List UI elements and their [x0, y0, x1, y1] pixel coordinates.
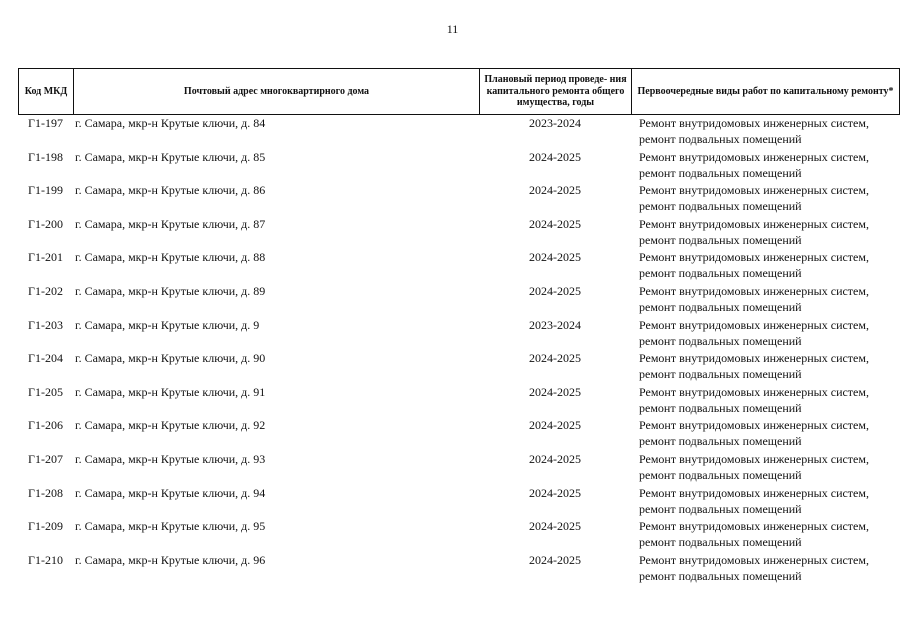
cell-address: г. Самара, мкр-н Крутые ключи, д. 85	[75, 149, 266, 164]
cell-code: Г1-208	[28, 485, 63, 500]
table-body	[18, 115, 900, 585]
cell-code: Г1-205	[28, 384, 63, 399]
table-header	[18, 68, 900, 115]
works-line-2: ремонт подвальных помещений	[639, 333, 802, 348]
works-line-1: Ремонт внутридомовых инженерных систем,	[639, 283, 869, 298]
cell-address: г. Самара, мкр-н Крутые ключи, д. 96	[75, 552, 266, 567]
cell-period: 2024-2025	[529, 485, 581, 500]
table-row	[18, 451, 900, 485]
works-line-1: Ремонт внутридомовых инженерных систем,	[639, 250, 869, 265]
table-row	[18, 283, 900, 317]
table-row	[18, 350, 900, 384]
cell-period: 2024-2025	[529, 351, 581, 366]
works-line-2: ремонт подвальных помещений	[639, 568, 802, 583]
cell-code: Г1-206	[28, 418, 63, 433]
cell-period: 2024-2025	[529, 216, 581, 231]
cell-code: Г1-200	[28, 216, 63, 231]
header-code: Код МКД	[19, 69, 74, 114]
table-row	[18, 384, 900, 418]
works-line-1: Ремонт внутридомовых инженерных систем,	[639, 485, 869, 500]
cell-works	[631, 283, 900, 317]
cell-works	[631, 317, 900, 351]
cell-works	[631, 518, 900, 552]
cell-code: Г1-207	[28, 451, 63, 466]
works-line-1: Ремонт внутридомовых инженерных систем,	[639, 183, 869, 198]
works-line-1: Ремонт внутридомовых инженерных систем,	[639, 519, 869, 534]
works-line-1: Ремонт внутридомовых инженерных систем,	[639, 451, 869, 466]
table-row	[18, 317, 900, 351]
works-line-1: Ремонт внутридомовых инженерных систем,	[639, 216, 869, 231]
cell-works	[631, 552, 900, 586]
cell-period: 2024-2025	[529, 519, 581, 534]
works-line-2: ремонт подвальных помещений	[639, 266, 802, 281]
header-address: Почтовый адрес многоквартирного дома	[74, 69, 480, 114]
cell-period: 2023-2024	[529, 116, 581, 130]
cell-works	[631, 216, 900, 250]
cell-period: 2024-2025	[529, 283, 581, 298]
cell-works	[631, 485, 900, 519]
works-line-2: ремонт подвальных помещений	[639, 132, 802, 146]
cell-address: г. Самара, мкр-н Крутые ключи, д. 95	[75, 519, 266, 534]
cell-code: Г1-199	[28, 183, 63, 198]
cell-code: Г1-198	[28, 149, 63, 164]
works-line-2: ремонт подвальных помещений	[639, 232, 802, 247]
cell-period: 2024-2025	[529, 418, 581, 433]
cell-period: 2024-2025	[529, 250, 581, 265]
works-line-2: ремонт подвальных помещений	[639, 165, 802, 180]
works-line-2: ремонт подвальных помещений	[639, 434, 802, 449]
cell-address: г. Самара, мкр-н Крутые ключи, д. 94	[75, 485, 266, 500]
cell-address: г. Самара, мкр-н Крутые ключи, д. 84	[75, 116, 266, 130]
cell-address: г. Самара, мкр-н Крутые ключи, д. 9	[75, 317, 260, 332]
works-line-1: Ремонт внутридомовых инженерных систем,	[639, 418, 869, 433]
page-number: 11	[446, 22, 459, 36]
cell-period: 2024-2025	[529, 451, 581, 466]
cell-period: 2023-2024	[529, 317, 581, 332]
cell-works	[631, 417, 900, 451]
header-works: Первоочередные виды работ по капитальному ремонту*	[637, 85, 894, 97]
cell-address: г. Самара, мкр-н Крутые ключи, д. 87	[75, 216, 266, 231]
works-line-1: Ремонт внутридомовых инженерных систем,	[639, 149, 869, 164]
works-line-2: ремонт подвальных помещений	[639, 535, 802, 550]
table-row	[18, 417, 900, 451]
table-row	[18, 115, 900, 149]
table-row	[18, 518, 900, 552]
table-row	[18, 149, 900, 183]
cell-period: 2024-2025	[529, 384, 581, 399]
works-line-2: ремонт подвальных помещений	[639, 400, 802, 415]
cell-code: Г1-197	[28, 116, 63, 130]
works-line-2: ремонт подвальных помещений	[639, 467, 802, 482]
cell-works	[631, 182, 900, 216]
works-line-2: ремонт подвальных помещений	[639, 199, 802, 214]
cell-address: г. Самара, мкр-н Крутые ключи, д. 89	[75, 283, 266, 298]
cell-address: г. Самара, мкр-н Крутые ключи, д. 90	[75, 351, 266, 366]
works-line-2: ремонт подвальных помещений	[639, 367, 802, 382]
cell-code: Г1-204	[28, 351, 63, 366]
header-period: Плановый период проведе- ния капитального ремонта общего имущества, годы	[480, 69, 632, 114]
cell-works	[631, 451, 900, 485]
cell-code: Г1-203	[28, 317, 63, 332]
works-line-2: ремонт подвальных помещений	[639, 299, 802, 314]
cell-address: г. Самара, мкр-н Крутые ключи, д. 93	[75, 451, 266, 466]
table-row	[18, 182, 900, 216]
cell-works	[631, 149, 900, 183]
works-line-1: Ремонт внутридомовых инженерных систем,	[639, 317, 869, 332]
cell-period: 2024-2025	[529, 149, 581, 164]
cell-address: г. Самара, мкр-н Крутые ключи, д. 88	[75, 250, 266, 265]
works-line-1: Ремонт внутридомовых инженерных систем,	[639, 384, 869, 399]
table-row	[18, 552, 900, 586]
cell-code: Г1-209	[28, 519, 63, 534]
cell-code: Г1-210	[28, 552, 63, 567]
cell-works	[631, 384, 900, 418]
cell-address: г. Самара, мкр-н Крутые ключи, д. 92	[75, 418, 266, 433]
works-line-1: Ремонт внутридомовых инженерных систем,	[639, 351, 869, 366]
cell-period: 2024-2025	[529, 183, 581, 198]
works-line-1: Ремонт внутридомовых инженерных систем,	[639, 116, 869, 130]
cell-address: г. Самара, мкр-н Крутые ключи, д. 91	[75, 384, 266, 399]
cell-works	[631, 350, 900, 384]
cell-code: Г1-201	[28, 250, 63, 265]
works-line-2: ремонт подвальных помещений	[639, 501, 802, 516]
table-row	[18, 216, 900, 250]
cell-code: Г1-202	[28, 283, 63, 298]
cell-works	[631, 249, 900, 283]
cell-works	[631, 115, 900, 149]
cell-period: 2024-2025	[529, 552, 581, 567]
table-row	[18, 485, 900, 519]
table-row	[18, 249, 900, 283]
cell-address: г. Самара, мкр-н Крутые ключи, д. 86	[75, 183, 266, 198]
works-line-1: Ремонт внутридомовых инженерных систем,	[639, 552, 869, 567]
